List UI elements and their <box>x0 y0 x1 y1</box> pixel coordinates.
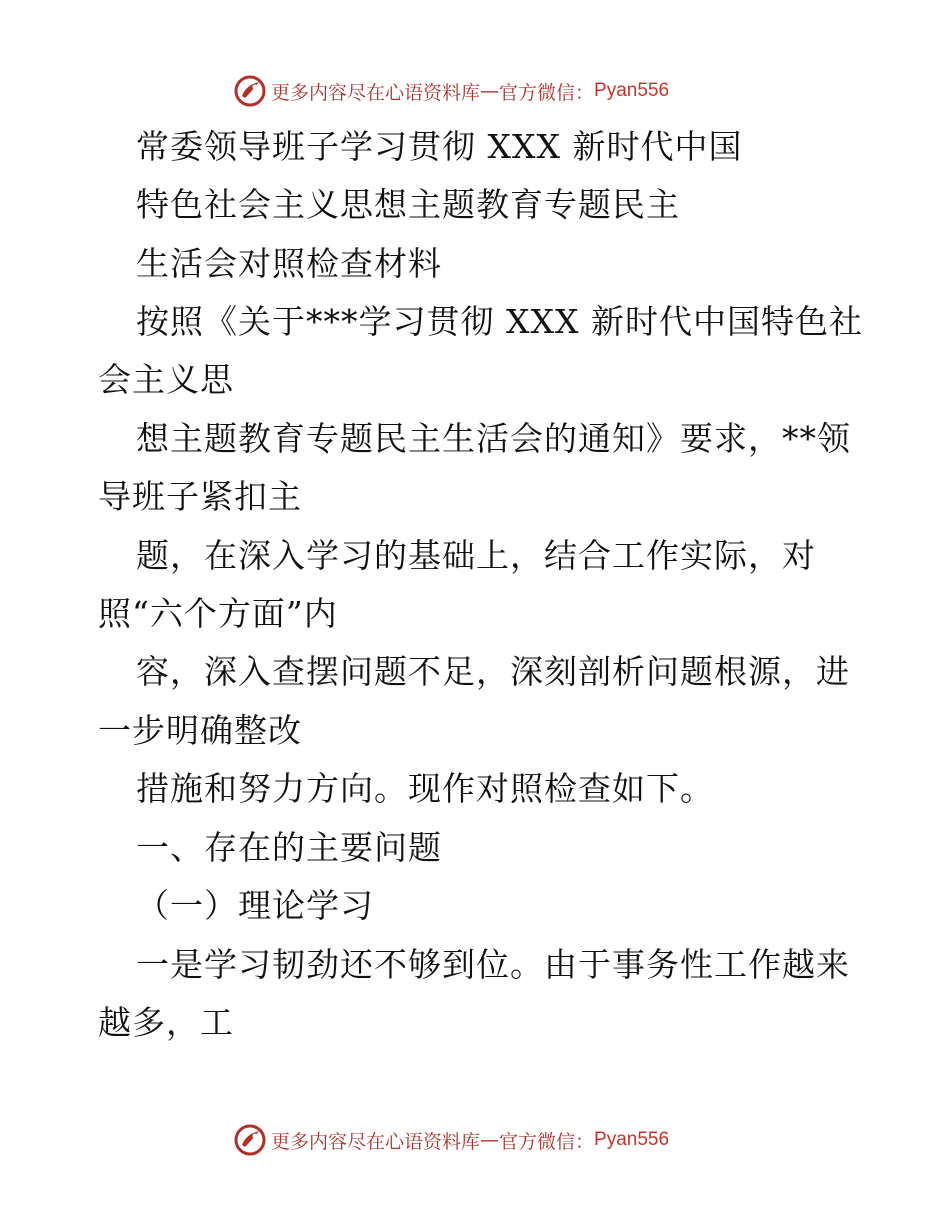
paragraph-line: 会主义思 <box>98 360 234 399</box>
paragraph-line: 一步明确整改 <box>98 711 302 750</box>
banner-wechat-id: Pyan556 <box>594 80 670 101</box>
section-heading: 一、存在的主要问题 <box>136 828 442 867</box>
banner-wechat-label: 官方微信： <box>499 1130 595 1153</box>
paragraph-line: 措施和努力方向。现作对照检查如下。 <box>136 769 714 808</box>
brand-logo-icon <box>233 1123 267 1157</box>
paragraph-line: 容，深入查摆问题不足，深刻剖析问题根源，进 <box>136 652 850 691</box>
paragraph-line: 越多，工 <box>98 1003 234 1042</box>
banner-brand-text: 更多内容尽在心语资料库 <box>271 81 481 104</box>
footer-watermark-banner <box>233 1120 669 1160</box>
document-title-line: 生活会对照检查材料 <box>136 244 442 283</box>
subsection-heading: （一）理论学习 <box>136 886 374 925</box>
paragraph-line: 题，在深入学习的基础上，结合工作实际，对 <box>136 536 816 575</box>
paragraph-line: 照“六个方面”内 <box>98 594 338 633</box>
paragraph-line: 想主题教育专题民主生活会的通知》要求，**领 <box>136 419 851 458</box>
banner-wechat-id: Pyan556 <box>594 1129 670 1150</box>
paragraph-line: 一是学习韧劲还不够到位。由于事务性工作越来 <box>136 945 850 984</box>
document-title-line: 特色社会主义思想主题教育专题民主 <box>136 185 680 224</box>
paragraph-line: 导班子紧扣主 <box>98 477 302 516</box>
banner-separator: — <box>480 1129 500 1151</box>
banner-brand-text: 更多内容尽在心语资料库 <box>271 1130 481 1153</box>
paragraph-line: 按照《关于***学习贯彻 XXX 新时代中国特色社 <box>136 302 863 341</box>
banner-wechat-label: 官方微信： <box>499 81 595 104</box>
banner-separator: — <box>480 80 500 102</box>
document-title-line: 常委领导班子学习贯彻 XXX 新时代中国 <box>136 127 743 166</box>
